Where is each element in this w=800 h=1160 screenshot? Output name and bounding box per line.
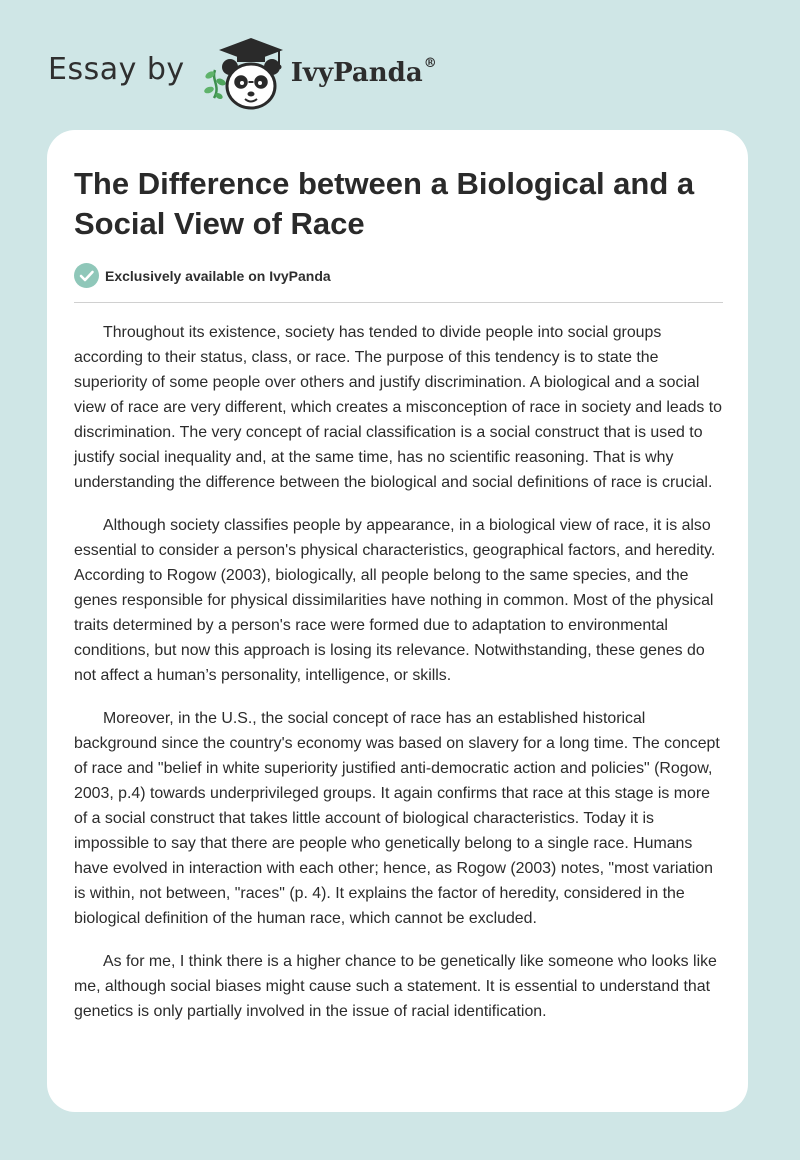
essay-title: The Difference between a Biological and a Social View of Race bbox=[74, 166, 695, 241]
site-header bbox=[48, 30, 437, 114]
panda-graduate-logo-icon[interactable] bbox=[199, 30, 289, 114]
registered-mark: ® bbox=[423, 56, 437, 71]
essay-paragraph: As for me, I think there is a higher chance to be genetically like someone who looks like me, although social biases might cause such a statement. It is essential to understand that genetics is only partially involved in the issue of racial identification. bbox=[74, 953, 717, 1020]
exclusive-badge bbox=[74, 263, 331, 288]
essay-paragraph: Moreover, in the U.S., the social concept of race has an established historical background since the country's economy was based on slavery for a long time. The concept of race and "belief in white superiority justified anti-democratic action and policies" (Rogow, 2003, p.4) towards underprivileged groups. It again confirms that race at this stage is more of a social construct that takes little account of biological characteristics. Today it is impossible to say that there are people who genetically belong to a single race. Humans have evolved in interaction with each other; hence, as Rogow (2003) notes, "most variation is within, not between, "races" (p. 4). It explains the factor of heredity, considered in the biological definition of the human race, which cannot be excluded. bbox=[74, 710, 720, 927]
check-circle-icon bbox=[74, 263, 99, 288]
essay-paragraph: Although society classifies people by appearance, in a biological view of race, it is also essential to consider a person's physical characteristics, geographical factors, and heredity. According to Rogow (2003), biologically, all people belong to the same species, and the genes responsible for physical dissimilarities have nothing in common. Most of the physical traits determined by a person's race were formed due to adaptation to environmental conditions, but now this approach is losing its relevance. Notwithstanding, these genes do not affect a human’s personality, intelligence, or skills. bbox=[74, 517, 716, 684]
brand-name: IvyPanda bbox=[290, 58, 423, 88]
brand-wordmark[interactable] bbox=[291, 58, 437, 88]
title-divider bbox=[74, 302, 723, 303]
essay-by-label: Essay by bbox=[48, 51, 185, 87]
essay-card bbox=[47, 130, 748, 1112]
essay-paragraph: Throughout its existence, society has tended to divide people into social groups according to their status, class, or race. The purpose of this tendency is to state the superiority of some people over others and justify discrimination. A biological and a social view of race are very different, which creates a misconception of race in society and leads to discrimination. The very concept of racial classification is a social construct that is used to justify social inequality and, at the same time, has no scientific reasoning. That is why understanding the difference between the biological and social definitions of race is crucial. bbox=[74, 324, 723, 491]
essay-body bbox=[74, 320, 726, 1042]
exclusive-badge-text: Exclusively available on IvyPanda bbox=[105, 267, 331, 284]
